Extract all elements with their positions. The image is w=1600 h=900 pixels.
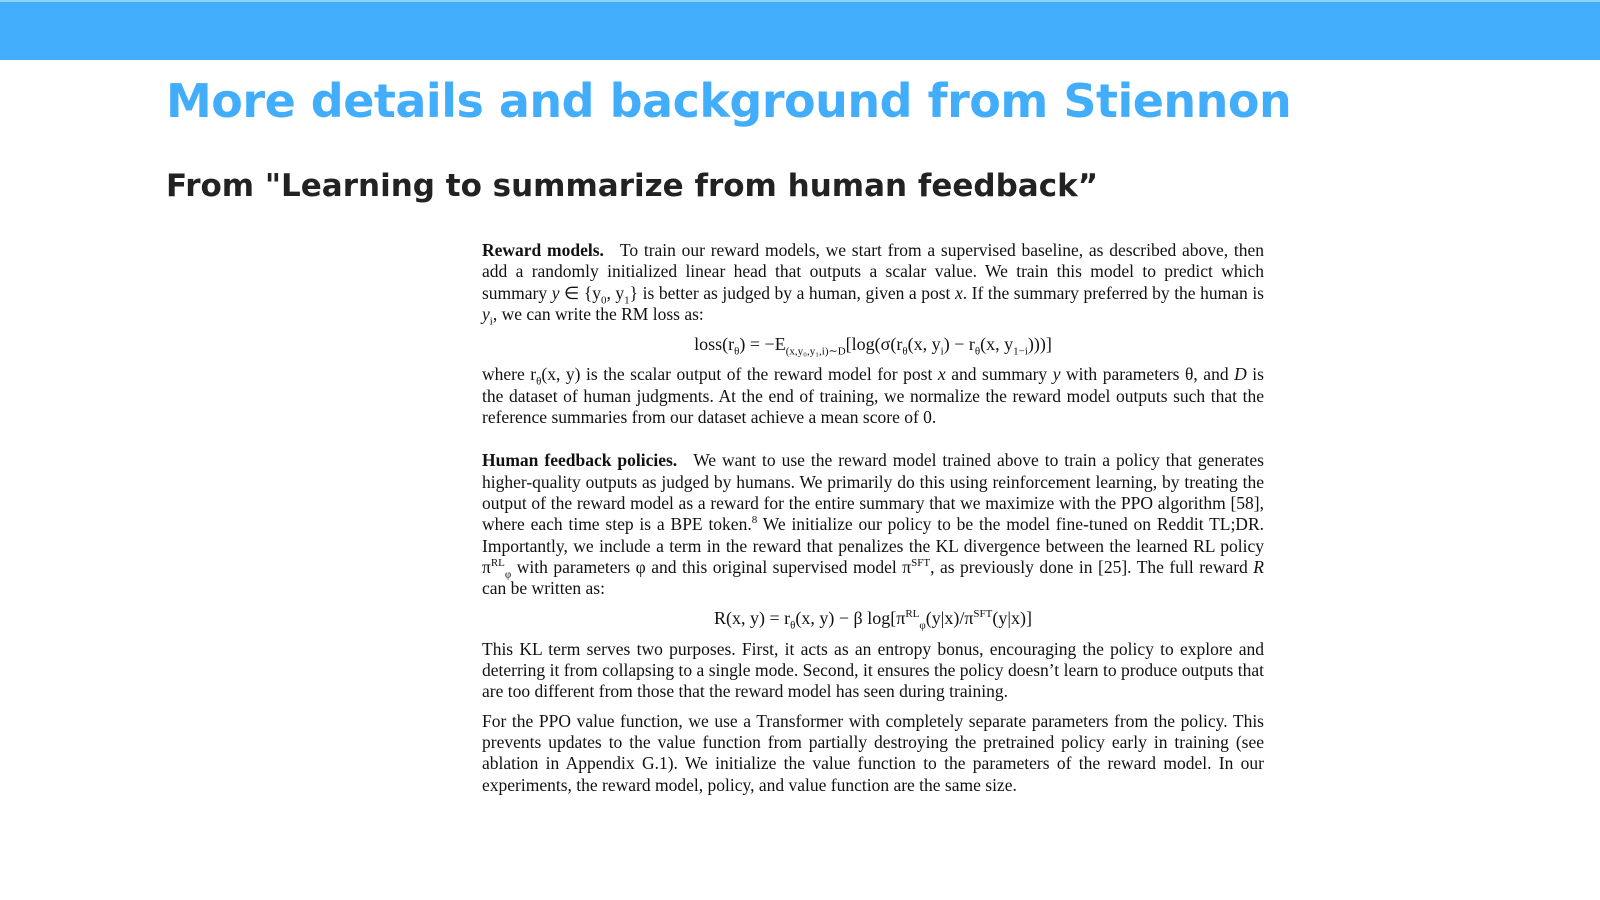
reward-models-paragraph-2 <box>482 364 1264 428</box>
eq-run: loss(r <box>694 334 735 355</box>
math-sub: 1 <box>624 294 630 307</box>
math-sup: RL <box>905 608 920 621</box>
math-sub: 1−i <box>1013 345 1028 358</box>
eq-run: (y|x)] <box>992 608 1032 629</box>
text-run: (x, y) is the scalar output of the reward model for post <box>541 364 938 385</box>
math-sup: SFT <box>973 608 993 621</box>
slide-title: More details and background from Stiennon <box>166 74 1292 128</box>
full-reward-equation <box>482 608 1264 633</box>
math-var: x <box>954 282 963 303</box>
reward-models-heading: Reward models. <box>482 240 604 260</box>
text-run: with parameters φ and this original supervised model π <box>511 556 912 577</box>
eq-run: (x, y) − β log[π <box>795 608 906 629</box>
text-run: , as previously done in [25]. The full reward <box>930 556 1254 577</box>
eq-run: [log(σ(r <box>845 334 903 355</box>
math-sup: SFT <box>911 557 931 570</box>
text-run: We want to use the reward model trained above to train a policy that generates higher-quality outputs as judged by humans. We primarily do this using reinforcement learning, by treating the output of the reward model as a reward for the entire summary that we maximize with the PPO algorithm [58], where each time step is a BPE token. <box>482 450 1264 535</box>
math-sub: i <box>940 345 944 358</box>
eq-run: )))] <box>1027 334 1052 355</box>
text-run: To train our reward models, we start from a supervised baseline, as described above, then add a randomly initialized linear head that outputs a scalar value. We train this model to predict which summary <box>482 240 1264 303</box>
math-sub: φ <box>919 620 926 633</box>
text-run: is the dataset of human judgments. At the end of training, we normalize the reward model outputs such that the reference summaries from our dataset achieve a mean score of 0. <box>482 364 1264 428</box>
rm-loss-equation <box>482 334 1264 358</box>
math-sub: 0 <box>600 294 607 307</box>
slide-subtitle: From "Learning to summarize from human feedback” <box>166 168 1099 204</box>
eq-run: (x, y <box>980 334 1014 355</box>
math-sub: θ <box>974 345 981 358</box>
math-sub: i <box>489 315 493 328</box>
text-run: . If the summary preferred by the human is <box>962 282 1264 303</box>
text-run: can be written as: <box>482 578 605 599</box>
kl-term-paragraph: This KL term serves two purposes. First, it acts as an entropy bonus, encouraging the policy to explore and deterring it from collapsing to a single mode. Second, it ensures the policy doesn’t learn to produce outputs that are too different from those that the reward model has seen during training. <box>482 638 1264 702</box>
math-sub: θ <box>790 620 796 633</box>
text-run: , we can write the RM loss as: <box>492 303 704 324</box>
text-run: ∈ {y <box>559 282 601 303</box>
text-run: We initialize our policy to be the model fine-tuned on Reddit TL;DR. Importantly, we include a term in the reward that penalizes the KL divergence between the learned RL policy π <box>482 514 1264 577</box>
text-run: } is better as judged by a human, given a post <box>629 282 955 303</box>
eq-run: (x, y <box>907 334 941 355</box>
math-sub: θ <box>734 345 740 358</box>
eq-run: ) − r <box>943 334 975 355</box>
math-var: D <box>1234 364 1247 385</box>
reward-models-paragraph <box>482 240 1264 328</box>
math-var: y <box>482 303 490 324</box>
math-sub: φ <box>504 568 512 581</box>
human-feedback-heading: Human feedback policies. <box>482 450 678 471</box>
text-run: where r <box>482 364 537 385</box>
eq-run: R(x, y) = r <box>714 608 791 629</box>
paper-excerpt <box>482 240 1264 796</box>
text-run: , y <box>606 282 625 303</box>
math-var: x <box>937 364 946 385</box>
footnote-marker: 8 <box>751 514 758 527</box>
math-var: R <box>1253 556 1264 577</box>
math-sup: RL <box>490 557 505 570</box>
math-sub: θ <box>902 345 908 358</box>
math-var: y <box>1052 364 1061 385</box>
ppo-value-paragraph: For the PPO value function, we use a Transformer with completely separate parameters from the policy. This prevents updates to the value function from partially destroying the pretrained policy early in training (see ablation in Appendix G.1). We initialize the value function to the parameters of the reward model. In our experiments, the reward model, policy, and value function are the same size. <box>482 710 1264 795</box>
eq-run: (y|x)/π <box>925 608 974 629</box>
text-run: and summary <box>945 364 1053 385</box>
math-sub: θ <box>536 375 542 388</box>
eq-run: ) = −E <box>739 334 786 355</box>
math-sub: (x,y₀,y₁,i)∼D <box>785 345 846 358</box>
math-var: y <box>551 282 560 303</box>
header-bar <box>0 0 1600 60</box>
text-run: with parameters θ, and <box>1060 364 1235 385</box>
human-feedback-paragraph <box>482 450 1264 599</box>
